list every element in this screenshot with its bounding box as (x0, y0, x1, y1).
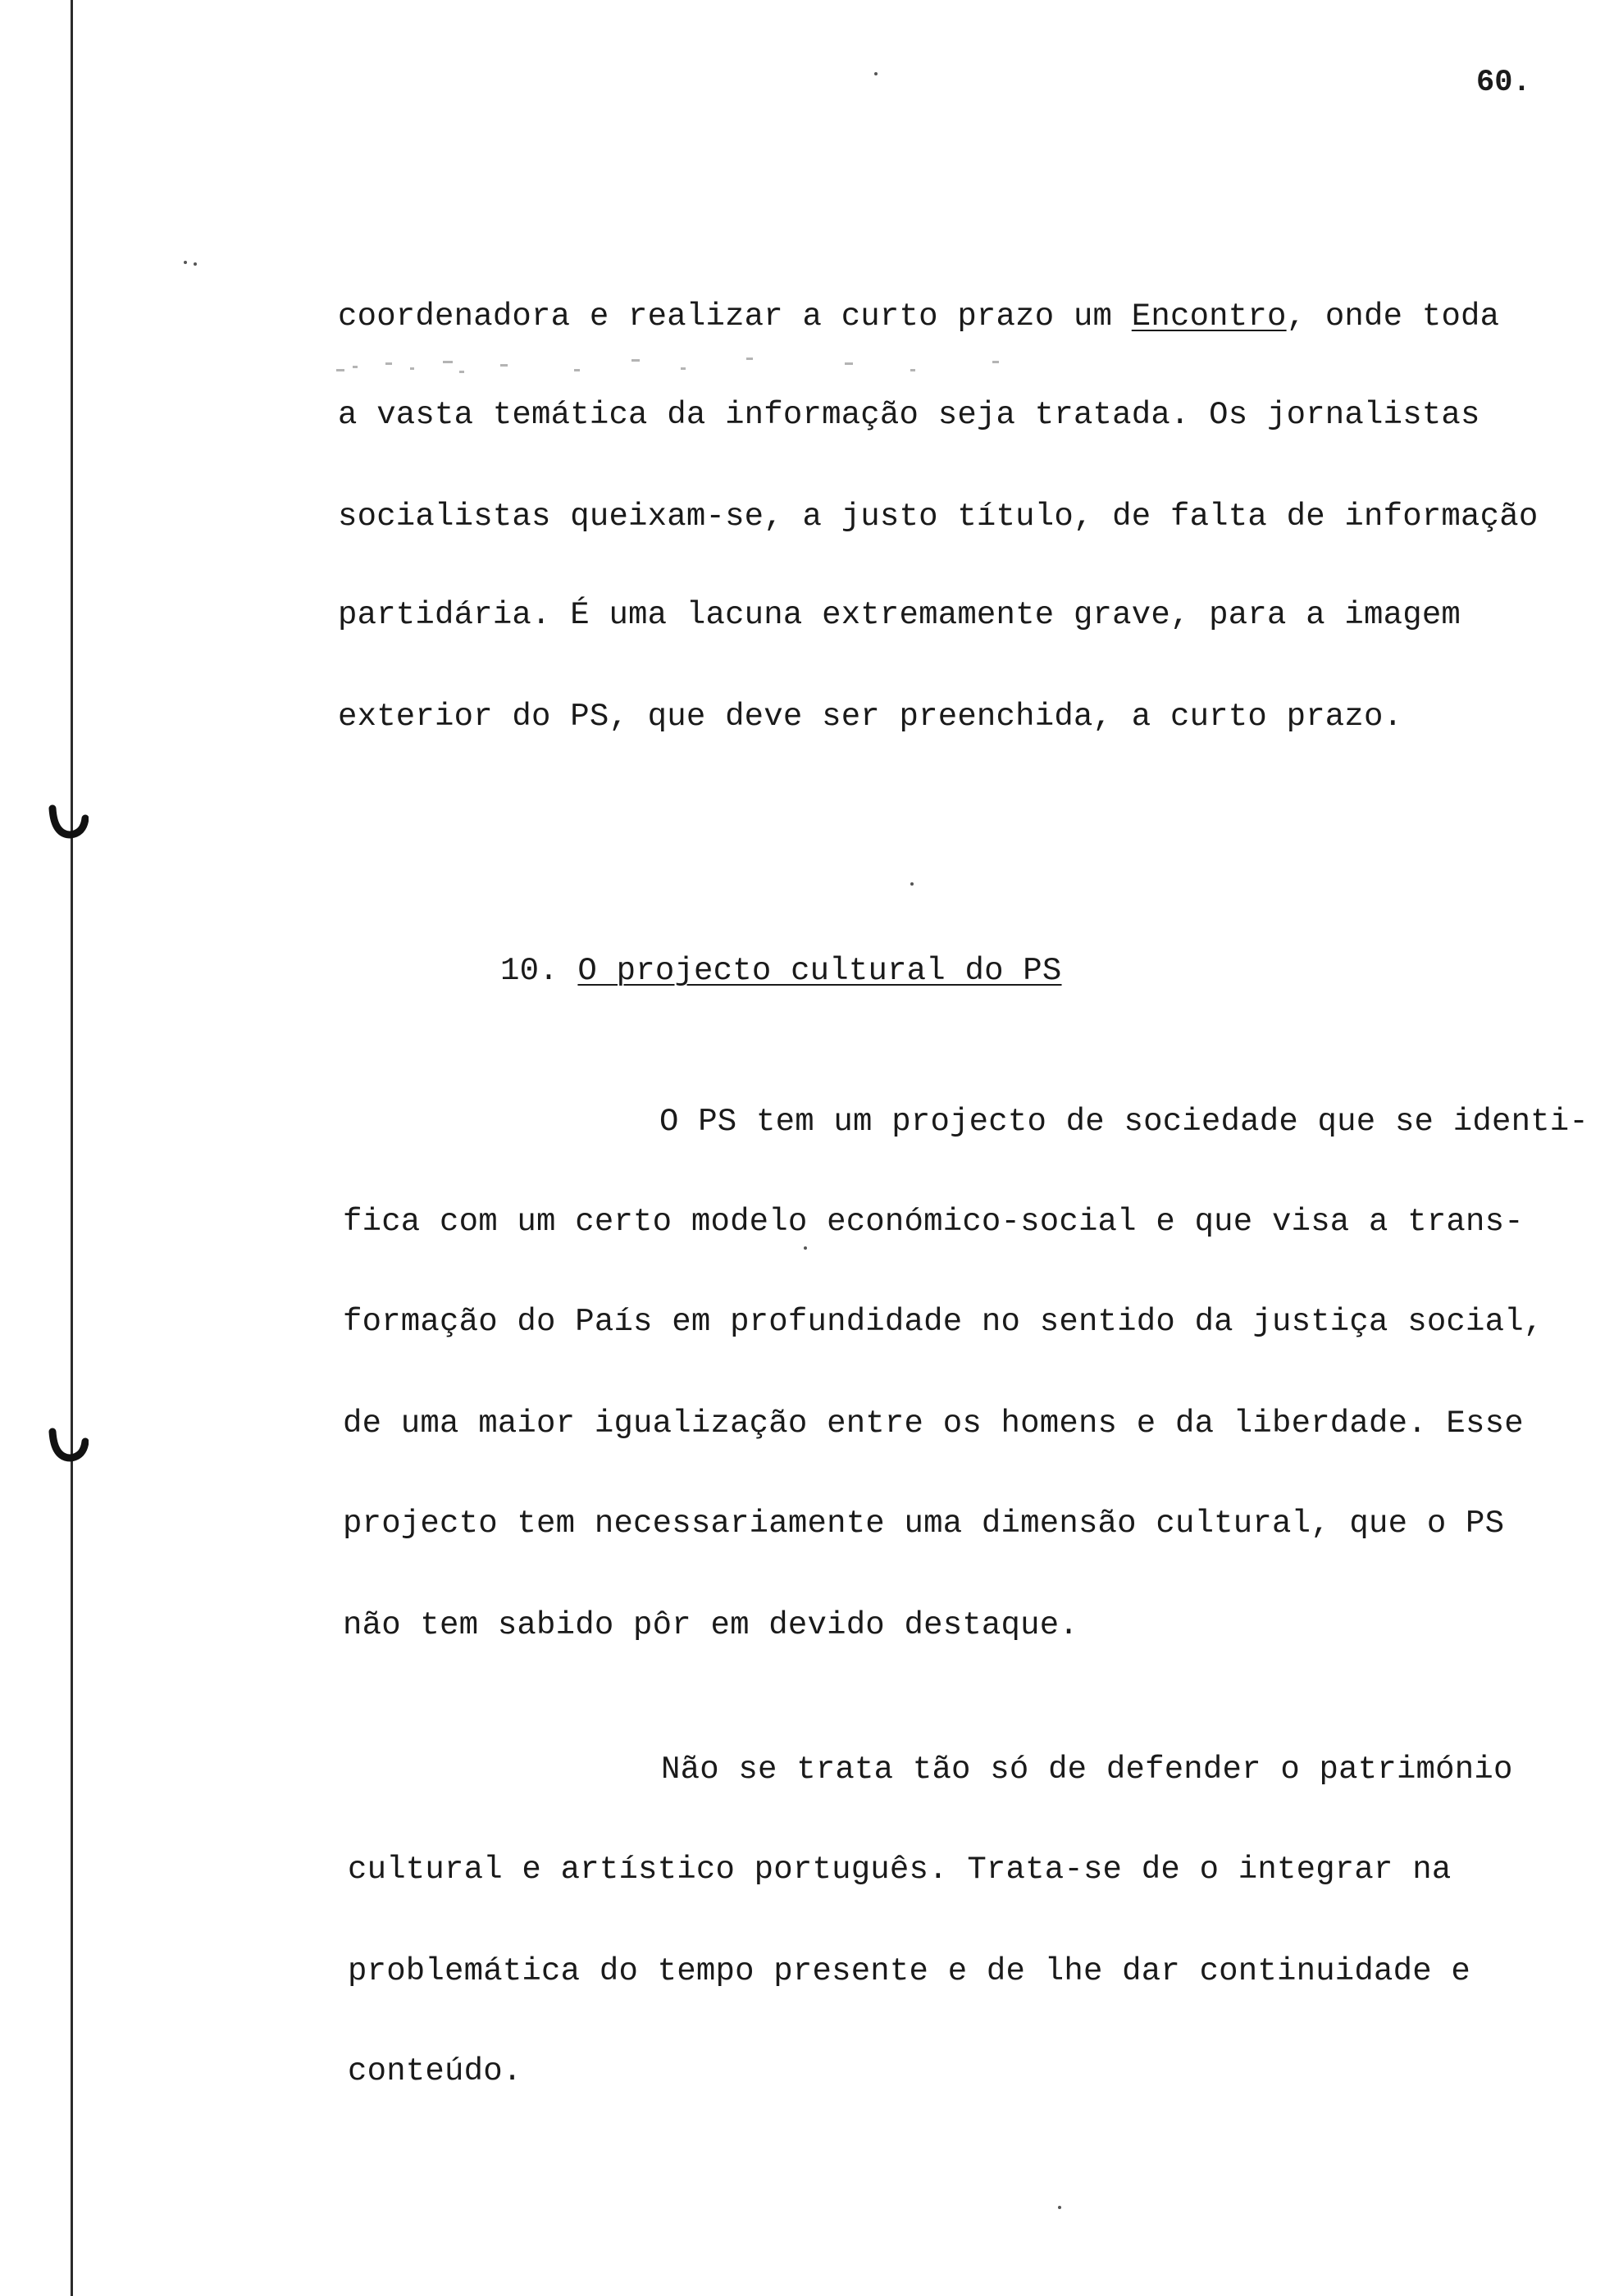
paragraph-line: exterior do PS, que deve ser preenchida, a curto prazo. (338, 699, 1403, 735)
paragraph-line: Não se trata tão só de defender o património (661, 1752, 1513, 1788)
scan-smudge (336, 353, 1033, 385)
punch-hole-icon (48, 804, 89, 840)
paragraph-line: a vasta temática da informação seja tratada. Os jornalistas (338, 397, 1480, 433)
paragraph-line: socialistas queixam-se, a justo título, de falta de informação (338, 499, 1539, 535)
paragraph-line: fica com um certo modelo económico-social e que visa a trans- (343, 1204, 1524, 1240)
paragraph-line (338, 298, 1499, 335)
paragraph-line: partidária. É uma lacuna extremamente grave, para a imagem (338, 597, 1461, 633)
scan-speck (804, 1246, 807, 1250)
paragraph-line: conteúdo. (348, 2053, 522, 2089)
paragraph-line: de uma maior igualização entre os homens e da liberdade. Esse (343, 1405, 1524, 1442)
section-title: O projecto cultural do PS (577, 953, 1062, 989)
line-text: , onde toda (1286, 298, 1500, 335)
section-number: 10. (500, 953, 559, 989)
scan-speck (874, 72, 878, 75)
paragraph-line: projecto tem necessariamente uma dimensão cultural, que o PS (343, 1506, 1505, 1542)
binder-margin-line (71, 0, 73, 2296)
punch-hole-icon (48, 1427, 89, 1463)
scan-speck (184, 261, 187, 264)
page-number: 60. (1476, 66, 1531, 100)
paragraph-line: O PS tem um projecto de sociedade que se identi- (659, 1104, 1589, 1140)
paragraph-line: problemática do tempo presente e de lhe dar continuidade e (348, 1953, 1471, 1989)
paragraph-line: não tem sabido pôr em devido destaque. (343, 1607, 1078, 1643)
scan-speck (1058, 2206, 1061, 2209)
scan-speck (194, 262, 197, 266)
paragraph-line: cultural e artístico português. Trata-se de o integrar na (348, 1852, 1452, 1888)
underlined-word: Encontro (1131, 298, 1287, 335)
line-text: coordenadora e realizar a curto prazo um (338, 298, 1132, 335)
scan-speck (910, 882, 914, 886)
section-heading (500, 953, 1062, 989)
paragraph-line: formação do País em profundidade no sentido da justiça social, (343, 1304, 1543, 1340)
